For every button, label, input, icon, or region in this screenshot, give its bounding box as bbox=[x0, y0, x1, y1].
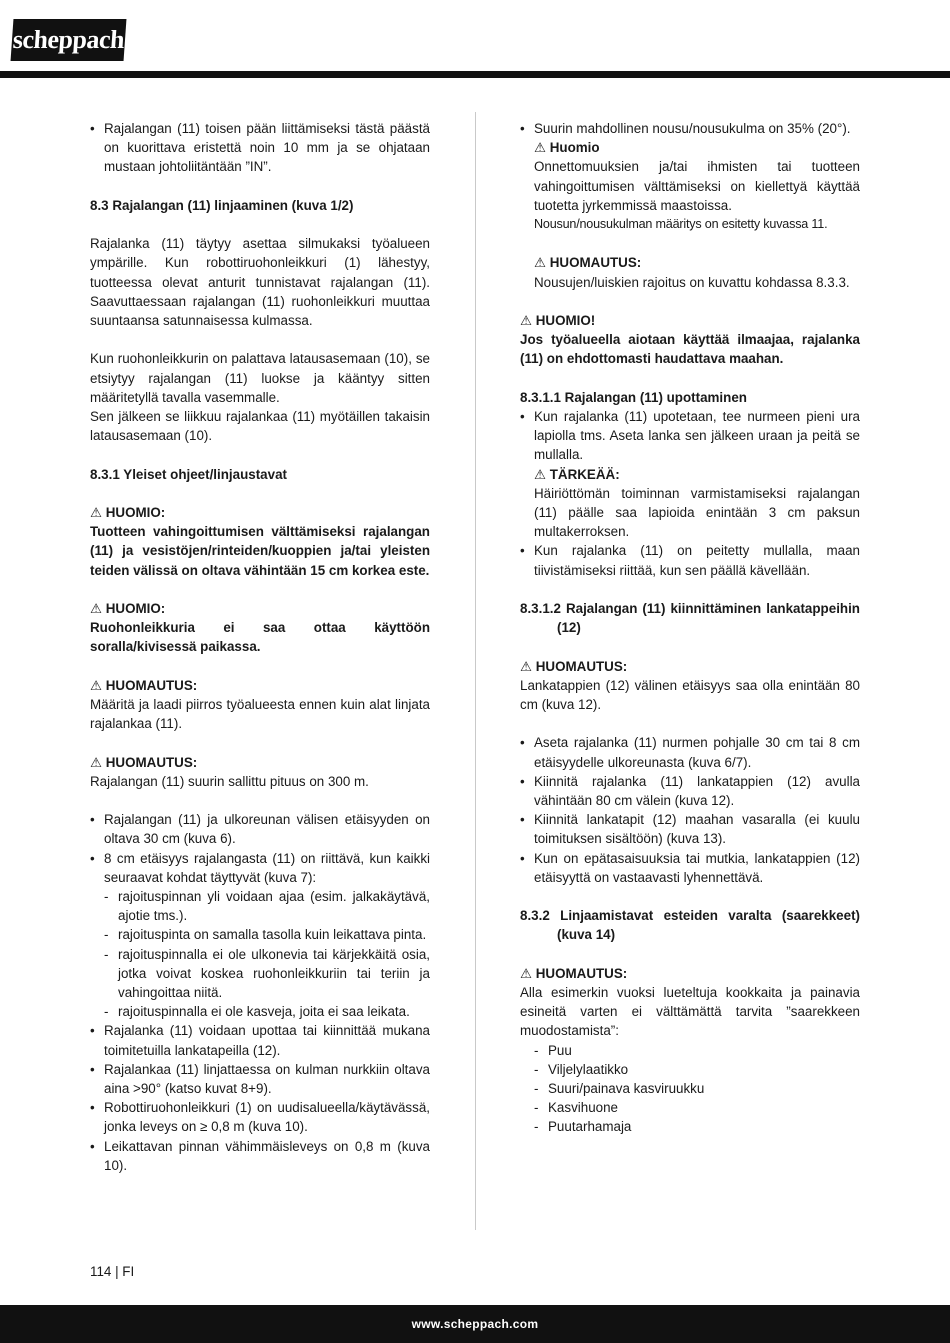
section-heading-8-3-2: 8.3.2 Linjaamistavat esteiden varalta (saarekkeet) (kuva 14) bbox=[520, 908, 860, 943]
list-item: • Rajalangan (11) toisen pään liittämiseksi tästä päästä on kuorittava eristettä noin 10 mm ja se ohjataan mustaan johtoliitäntään ”IN”. bbox=[90, 119, 430, 177]
list-item: • Aseta rajalanka (11) nurmen pohjalle 30 cm tai 8 cm etäisyydelle ulkoreunasta (kuva 6/7). bbox=[520, 733, 860, 771]
warning-text: Ruohonleikkuria ei saa ottaa käyttöön soralla/kivisessä paikassa. bbox=[90, 620, 430, 655]
important-text: Häiriöttömän toiminnan varmistamiseksi rajalangan (11) päälle saa lapioida enintään 3 cm paksun multakerroksen. bbox=[534, 485, 860, 540]
dash-item: - Viljelylaatikko bbox=[520, 1060, 860, 1079]
bullet-list bbox=[90, 119, 430, 177]
column-divider bbox=[475, 112, 476, 1230]
footer-bar bbox=[0, 1305, 950, 1343]
dash-item: - rajoituspinnan yli voidaan ajaa (esim. jalkakäytävä, ajotie tms.). bbox=[90, 887, 430, 925]
note-text: Määritä ja laadi piirros työalueesta ennen kuin alat linjata rajalankaa (11). bbox=[90, 696, 430, 732]
dash-item: - Puutarhamaja bbox=[520, 1117, 860, 1136]
list-item: • Leikattavan pinnan vähimmäisleveys on 0,8 m (kuva 10). bbox=[90, 1137, 430, 1175]
dash-item: - Puu bbox=[520, 1041, 860, 1060]
list-item: • Kun on epätasaisuuksia tai mutkia, lankatappien (12) etäisyyttä on vastaavasti lyhennettävä. bbox=[520, 849, 860, 887]
dash-item: - rajoituspinnalla ei ole ulkonevia tai kärjekkäitä osia, jotka voivat koskea ruohonleikkuriin tai teriin ja vahingoittaa niitä. bbox=[90, 945, 430, 1003]
list-item: • Kiinnitä lankatapit (12) maahan vasaralla (ei kuulu toimituksen sisältöön) (kuva 13). bbox=[520, 810, 860, 848]
bullet-list bbox=[520, 407, 860, 465]
warning-label: ⚠ HUOMIO: bbox=[90, 503, 430, 522]
list-item: • Robottiruohonleikkuri (1) on uudisalueella/käytävässä, jonka leveys on ≥ 0,8 m (kuva 10). bbox=[90, 1098, 430, 1136]
note-label: ⚠ HUOMAUTUS: bbox=[90, 676, 430, 695]
dash-item: - rajoituspinta on samalla tasolla kuin leikattava pinta. bbox=[90, 925, 430, 944]
page-number: 114 | FI bbox=[90, 1264, 135, 1279]
paragraph: Sen jälkeen se liikkuu rajalankaa (11) myötäillen takaisin latausasemaan (10). bbox=[90, 409, 430, 444]
dash-list bbox=[520, 1041, 860, 1137]
warning-text: Onnettomuuksien ja/tai ihmisten tai tuotteen vahingoittumisen välttämiseksi on kiellettyä käyttää tuotetta jyrkemmissä maastoissa. bbox=[534, 159, 860, 213]
warning-text: Jos työalueella aiotaan käyttää ilmaajaa, rajalanka (11) on ehdottomasti haudattava maahan. bbox=[520, 332, 860, 367]
section-heading-8-3-1: 8.3.1 Yleiset ohjeet/linjaustavat bbox=[90, 466, 287, 482]
scheppach-logo: scheppach bbox=[11, 19, 127, 61]
list-item: • Kun rajalanka (11) on peitetty mullalla, maan tiivistämiseksi riittää, kun sen päällä kävellään. bbox=[520, 541, 860, 579]
warning-label: ⚠ HUOMIO! bbox=[520, 311, 860, 330]
right-column bbox=[520, 119, 860, 1137]
list-item: • Rajalangan (11) ja ulkoreunan välisen etäisyyden on oltava 30 cm (kuva 6). bbox=[90, 810, 430, 848]
list-item: • Suurin mahdollinen nousu/nousukulma on 35% (20°). bbox=[520, 119, 860, 138]
bullet-list bbox=[520, 733, 860, 887]
note-text: Lankatappien (12) välinen etäisyys saa olla enintään 80 cm (kuva 12). bbox=[520, 677, 860, 713]
bullet-list bbox=[520, 119, 860, 138]
section-heading-8-3: 8.3 Rajalangan (11) linjaaminen (kuva 1/2) bbox=[90, 197, 354, 213]
list-item: • Kun rajalanka (11) upotetaan, tee nurmeen pieni ura lapiolla tms. Aseta lanka sen jälkeen uraan ja peitä se mullalla. bbox=[520, 407, 860, 465]
bullet-list bbox=[90, 810, 430, 1175]
note-label: ⚠ HUOMAUTUS: bbox=[520, 253, 860, 272]
warning-note: Nousun/nousukulman määritys on esitetty kuvassa 11. bbox=[534, 217, 828, 232]
note-label: ⚠ HUOMAUTUS: bbox=[90, 753, 430, 772]
dash-item: - Suuri/painava kasviruukku bbox=[520, 1079, 860, 1098]
section-heading-8-3-1-1: 8.3.1.1 Rajalangan (11) upottaminen bbox=[520, 389, 747, 405]
note-label: ⚠ HUOMAUTUS: bbox=[520, 964, 860, 983]
header-bar bbox=[0, 71, 950, 78]
warning-text: Tuotteen vahingoittumisen välttämiseksi rajalangan (11) ja vesistöjen/rinteiden/kuoppien ja/tai yleisten teiden välissä on oltava vähintään 15 cm korkea este. bbox=[90, 524, 430, 578]
paragraph: Kun ruohonleikkurin on palattava latausasemaan (10), se etsiytyy rajalangan (11) luokse ja kääntyy sitten määritetyllä tavalla vasemmalle. bbox=[90, 351, 430, 405]
paragraph: Rajalanka (11) täytyy asettaa silmukaksi työalueen ympärille. Kun robottiruohonleikkuri (1) lähestyy, tuotteessa olevat anturit tunnistavat rajalangan (11). Saavuttaessaan rajalangan (11) ruohonleikkuri muuttaa suuntaansa satunnaisessa kulmassa. bbox=[90, 236, 430, 328]
note-text: Rajalangan (11) suurin sallittu pituus on 300 m. bbox=[90, 773, 369, 789]
warning-label: ⚠ Huomio bbox=[520, 138, 860, 157]
warning-label: ⚠ HUOMIO: bbox=[90, 599, 430, 618]
note-text: Alla esimerkin vuoksi lueteltuja kookkaita ja painavia esineitä varten ei välttämättä tarvita ”saarekkeen muodostamista”: bbox=[520, 985, 860, 1039]
dash-item: - rajoituspinnalla ei ole kasveja, joita ei saa leikata. bbox=[90, 1002, 430, 1021]
footer-url[interactable]: www.scheppach.com bbox=[411, 1317, 539, 1331]
section-heading-8-3-1-2: 8.3.1.2 Rajalangan (11) kiinnittäminen lankatappeihin (12) bbox=[520, 601, 860, 636]
note-label: ⚠ HUOMAUTUS: bbox=[520, 657, 860, 676]
list-item: • Rajalanka (11) voidaan upottaa tai kiinnittää mukana toimitetuilla lankatapeilla (12). bbox=[90, 1021, 430, 1059]
dash-item: - Kasvihuone bbox=[520, 1098, 860, 1117]
bullet-list bbox=[520, 541, 860, 579]
list-item: • 8 cm etäisyys rajalangasta (11) on riittävä, kun kaikki seuraavat kohdat täyttyvät (kuva 7): bbox=[90, 849, 430, 887]
important-label: ⚠ TÄRKEÄÄ: bbox=[520, 465, 860, 484]
list-item: • Kiinnitä rajalanka (11) lankatappien (12) avulla vähintään 80 cm välein (kuva 12). bbox=[520, 772, 860, 810]
note-text: Nousujen/luiskien rajoitus on kuvattu kohdassa 8.3.3. bbox=[534, 274, 850, 290]
list-item: • Rajalankaa (11) linjattaessa on kulman nurkkiin oltava aina >90° (katso kuvat 8+9). bbox=[90, 1060, 430, 1098]
left-column bbox=[90, 119, 430, 1175]
